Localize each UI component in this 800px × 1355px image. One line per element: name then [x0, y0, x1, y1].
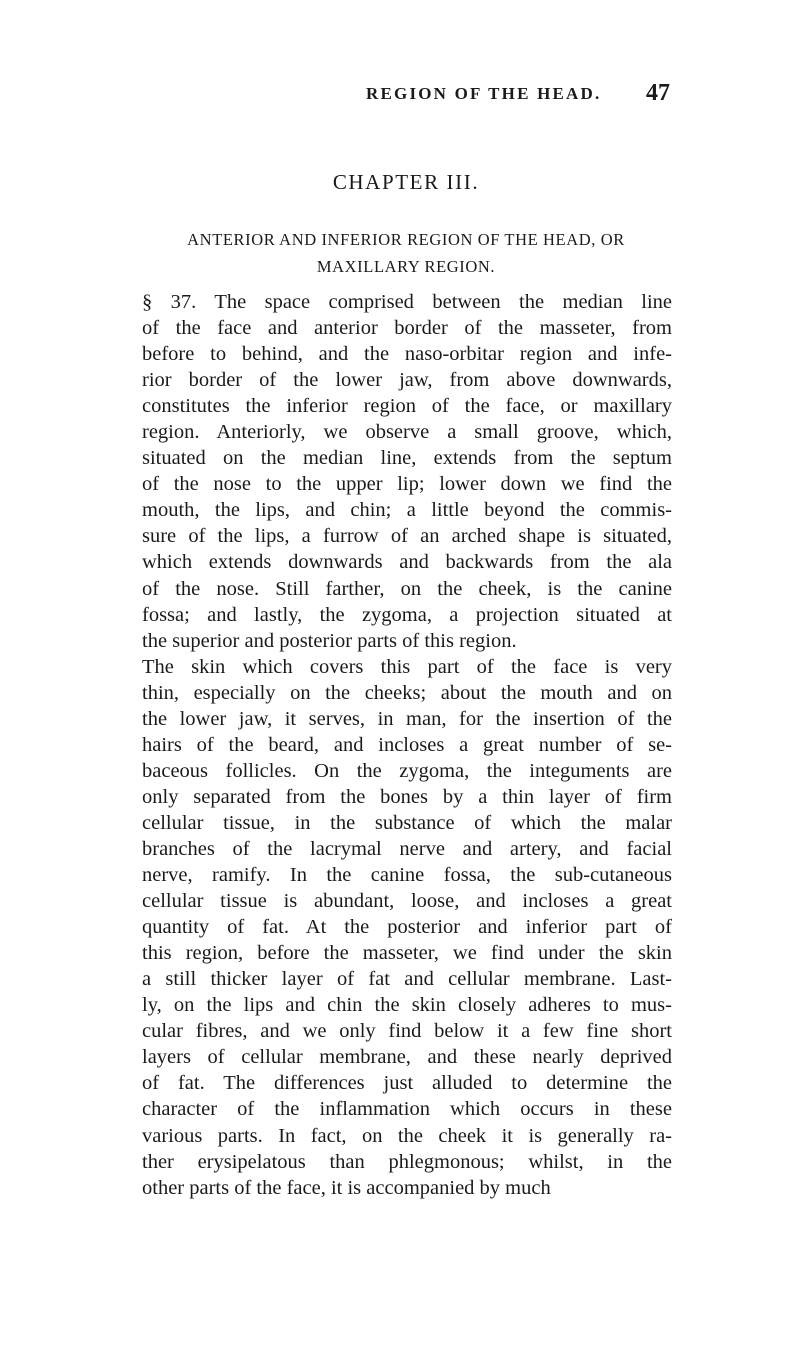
- chapter-title: CHAPTER III.: [332, 170, 480, 194]
- text-line: fossa; and lastly, the zygoma, a projection situated at: [142, 603, 672, 626]
- text-line: layers of cellular membrane, and these nearly deprived: [142, 1046, 672, 1069]
- text-line: thin, especially on the cheeks; about the mouth and on: [142, 681, 672, 704]
- text-line: ther erysipelatous than phlegmonous; whilst, in the: [142, 1150, 672, 1173]
- text-line: character of the inflammation which occurs in these: [142, 1098, 672, 1121]
- text-line: region. Anteriorly, we observe a small groove, which,: [142, 421, 672, 444]
- text-line: the lower jaw, it serves, in man, for the insertion of the: [142, 707, 672, 730]
- text-line: branches of the lacrymal nerve and artery, and facial: [142, 837, 672, 860]
- text-line: ly, on the lips and chin the skin closely adheres to mus-: [142, 994, 672, 1017]
- text-line: of the nose to the upper lip; lower down we find the: [142, 473, 672, 496]
- text-line: other parts of the face, it is accompanied by much: [142, 1176, 551, 1199]
- text-line: of the face and anterior border of the masseter, from: [142, 317, 672, 340]
- text-line: The skin which covers this part of the face is very: [142, 655, 672, 678]
- text-line: § 37. The space comprised between the median line: [142, 291, 672, 313]
- section-heading-line: MAXILLARY REGION.: [316, 257, 496, 276]
- text-line: cular fibres, and we only find below it a few fine short: [142, 1020, 672, 1043]
- text-line: of fat. The differences just alluded to determine the: [142, 1072, 672, 1095]
- text-line: before to behind, and the naso-orbitar region and infe-: [142, 343, 672, 366]
- running-title: REGION OF THE HEAD.: [366, 84, 602, 103]
- text-line: mouth, the lips, and chin; a little beyond the commis-: [142, 499, 672, 522]
- text-line: only separated from the bones by a thin layer of firm: [142, 785, 672, 808]
- text-line: quantity of fat. At the posterior and inferior part of: [142, 916, 672, 939]
- text-line: cellular tissue, in the substance of which the malar: [142, 811, 672, 834]
- page-number: 47: [646, 80, 670, 106]
- text-line: sure of the lips, a furrow of an arched shape is situated,: [142, 525, 672, 548]
- text-line: the superior and posterior parts of this region.: [142, 629, 517, 652]
- text-line: nerve, ramify. In the canine fossa, the sub-cutaneous: [142, 864, 672, 887]
- body-text: [142, 289, 672, 1201]
- text-line: situated on the median line, extends from the septum: [142, 447, 672, 470]
- text-line: baceous follicles. On the zygoma, the integuments are: [142, 759, 672, 782]
- text-line: which extends downwards and backwards from the ala: [142, 551, 672, 574]
- text-line: a still thicker layer of fat and cellular membrane. Last-: [142, 968, 672, 991]
- text-line: cellular tissue is abundant, loose, and incloses a great: [142, 890, 672, 913]
- text-line: this region, before the masseter, we find under the skin: [142, 942, 672, 965]
- running-header: [0, 82, 800, 112]
- section-heading-line: ANTERIOR AND INFERIOR REGION OF THE HEAD, OR: [187, 230, 625, 249]
- text-line: of the nose. Still farther, on the cheek, is the canine: [142, 577, 672, 600]
- section-heading: [0, 226, 800, 280]
- text-line: rior border of the lower jaw, from above downwards,: [142, 369, 672, 392]
- text-line: hairs of the beard, and incloses a great number of se-: [142, 733, 672, 756]
- text-line: constitutes the inferior region of the face, or maxillary: [142, 395, 672, 418]
- text-line: various parts. In fact, on the cheek it is generally ra-: [142, 1124, 672, 1147]
